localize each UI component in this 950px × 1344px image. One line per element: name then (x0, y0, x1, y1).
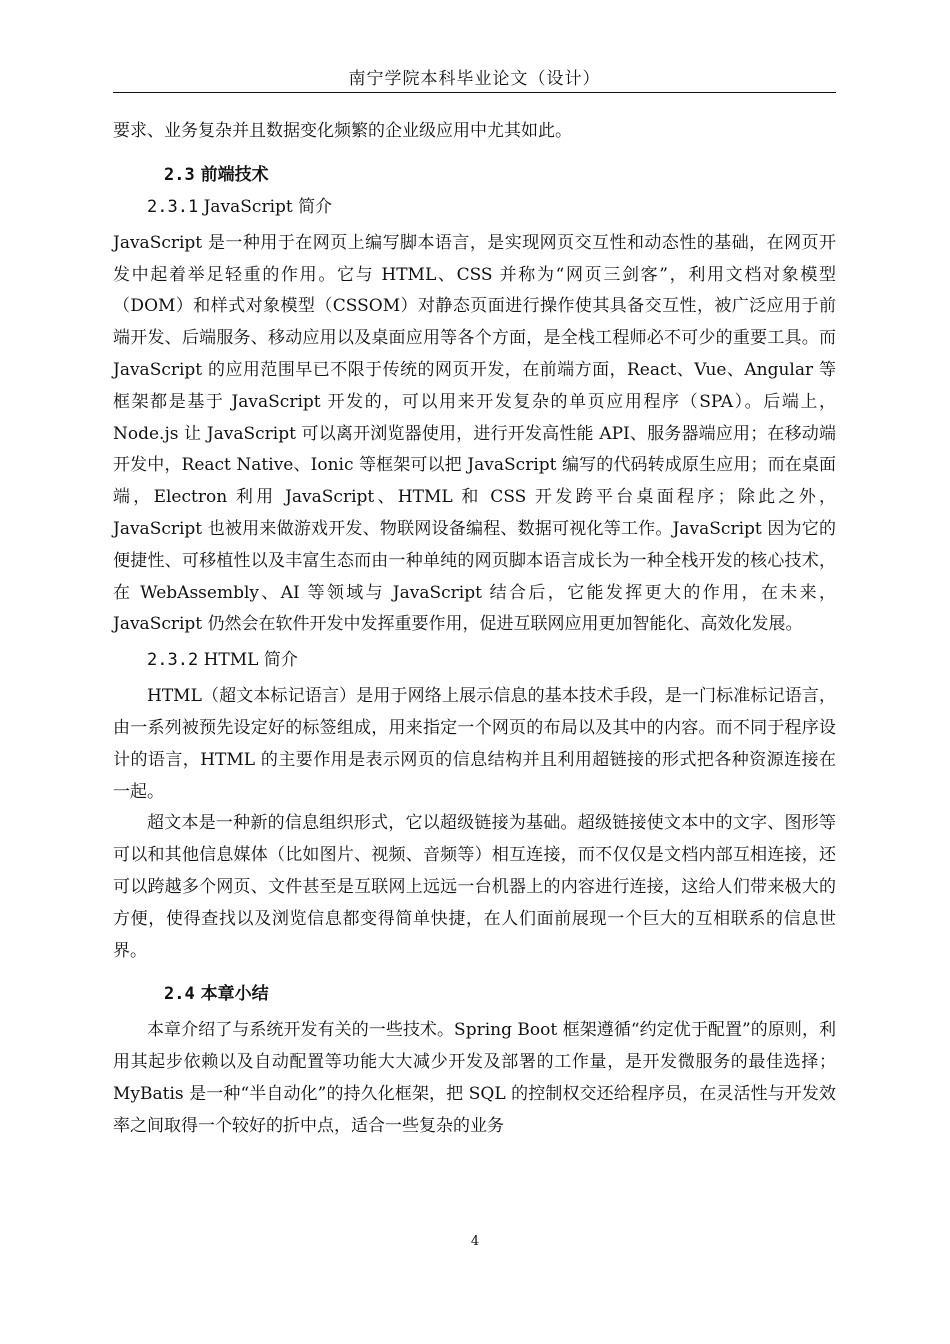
section-title: 前端技术 (200, 164, 269, 185)
running-header: 南宁学院本科毕业论文（设计） (348, 69, 601, 89)
paragraph-html: HTML（超文本标记语言）是用于网络上展示信息的基本技术手段，是一门标准标记语言，由一系列被预先设定好的标签组成，用来指定一个网页的布局以及其中的内容。而不同于程序设计的语言，HTML 的主要作用是表示网页的信息结构并且利用超链接的形式把各种资源连接在一起。 (113, 686, 836, 802)
paragraph-continued: 要求、业务复杂并且数据变化频繁的企业级应用中尤其如此。 (113, 121, 572, 141)
subsection-number: 2.3.1 (147, 196, 199, 217)
subsection-title: JavaScript 简介 (203, 196, 333, 217)
subsection-title: HTML 简介 (203, 650, 298, 671)
paragraph-javascript: JavaScript 是一种用于在网页上编写脚本语言，是实现网页交互性和动态性的基础，在网页开发中起着举足轻重的作用。它与 HTML、CSS 并称为“网页三剑客”，利用文档对象模型（DOM）和样式对象模型（CSSOM）对静态页面进行操作使其具备交互性，被广泛应用于前端开发、后端服务、移动应用以及桌面应用等各个方面，是全栈工程师必不可少的重要工具。而 JavaScript 的应用范围早已不限于传统的网页开发，在前端方面，React、Vue、Angular 等框架都是基于 JavaScript 开发的，可以用来开发复杂的单页应用程序（SPA）。后端上，Node.js 让 JavaScript 可以离开浏览器使用，进行开发高性能 API、服务器端应用；在移动端开发中，React Native、Ionic 等框架可以把 JavaScript 编写的代码转成原生应用；而在桌面端，Electron 利用 JavaScript、HTML 和 CSS 开发跨平台桌面程序；除此之外，JavaScript 也被用来做游戏开发、物联网设备编程、数据可视化等工作。JavaScript 因为它的便捷性、可移植性以及丰富生态而由一种单纯的网页脚本语言成长为一种全栈开发的核心技术，在 WebAssembly、AI 等领域与 JavaScript 结合后，它能发挥更大的作用，在未来，JavaScript 仍然会在软件开发中发挥重要作用，促进互联网应用更加智能化、高效化发展。 (113, 232, 836, 635)
subsection-heading-2-3-1 (147, 196, 836, 218)
paragraph-summary: 本章介绍了与系统开发有关的一些技术。Spring Boot 框架遵循“约定优于配置”的原则，利用其起步依赖以及自动配置等功能大大减少开发及部署的工作量，是开发微服务的最佳选择；MyBatis 是一种“半自动化”的持久化框架，把 SQL 的控制权交还给程序员，在灵活性与开发效率之间取得一个较好的折中点，适合一些复杂的业务 (113, 1020, 836, 1136)
section-number: 2.3 (164, 164, 195, 185)
paragraph-hypertext: 超文本是一种新的信息组织形式，它以超级链接为基础。超级链接使文本中的文字、图形等可以和其他信息媒体（比如图片、视频、音频等）相互连接，而不仅仅是文档内部互相连接，还可以跨越多个网页、文件甚至是互联网上远远一台机器上的内容进行连接，这给人们带来极大的方便，使得查找以及浏览信息都变得简单快捷，在人们面前展现一个巨大的互相联系的信息世界。 (113, 813, 836, 961)
header-rule (113, 92, 836, 93)
subsection-heading-2-3-2 (147, 649, 836, 671)
subsection-number: 2.3.2 (147, 650, 199, 671)
section-heading-2-4 (164, 983, 836, 1005)
section-title: 本章小结 (200, 984, 269, 1005)
section-number: 2.4 (164, 984, 195, 1005)
section-heading-2-3 (164, 164, 836, 186)
page-number: 4 (470, 1234, 480, 1249)
document-body (113, 116, 836, 1143)
